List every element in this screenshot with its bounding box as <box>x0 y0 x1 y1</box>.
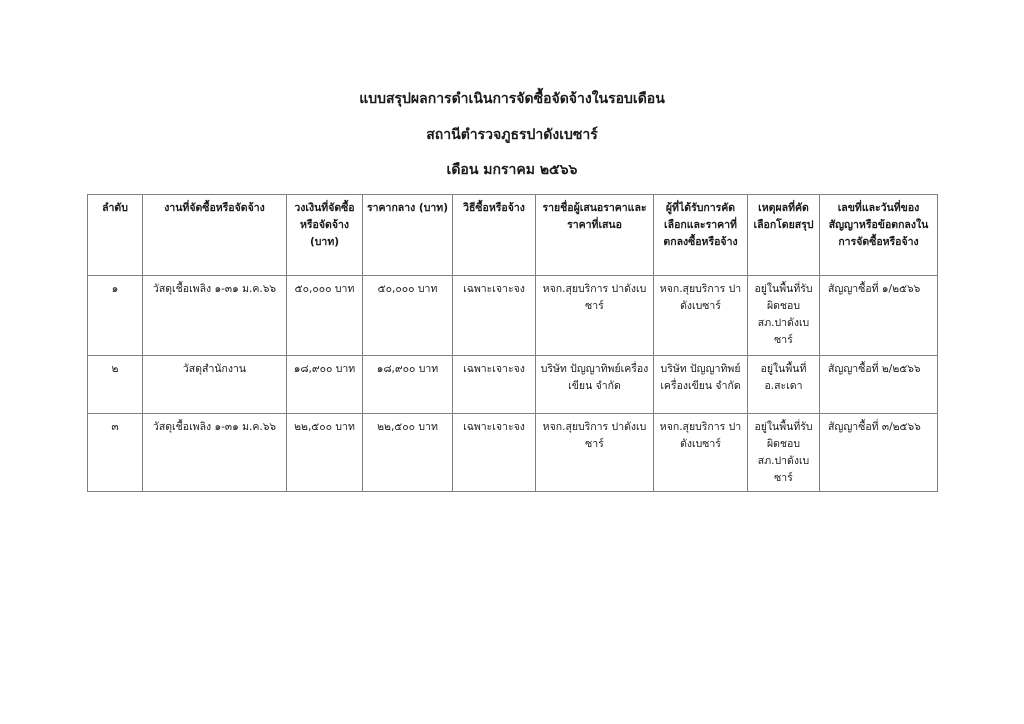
cell-selected: หจก.สุยบริการ ปาดังเบซาร์ <box>654 276 748 356</box>
table-header-row <box>88 195 938 276</box>
cell-budget: ๕๐,๐๐๐ บาท <box>287 276 363 356</box>
table-row <box>88 414 938 492</box>
cell-no: ๓ <box>88 414 143 492</box>
cell-median-price: ๑๘,๙๐๐ บาท <box>363 356 453 414</box>
header-method: วิธีซื้อหรือจ้าง <box>453 195 536 276</box>
cell-bidders: บริษัท ปัญญาทิพย์เครื่องเขียน จำกัด <box>536 356 654 414</box>
cell-contract: สัญญาซื้อที่ ๒/๒๕๖๖ <box>820 356 938 414</box>
header-median-price: ราคากลาง (บาท) <box>363 195 453 276</box>
header-budget: วงเงินที่จัดซื้อหรือจัดจ้าง (บาท) <box>287 195 363 276</box>
header-contract: เลขที่และวันที่ของสัญญาหรือข้อตกลงในการจัดซื้อหรือจ้าง <box>820 195 938 276</box>
header-bidders: รายชื่อผู้เสนอราคาและราคาที่เสนอ <box>536 195 654 276</box>
cell-reason: อยู่ในพื้นที่ อ.สะเดา <box>748 356 820 414</box>
cell-reason: อยู่ในพื้นที่รับผิดชอบ สภ.ปาดังเบซาร์ <box>748 414 820 492</box>
cell-contract: สัญญาซื้อที่ ๓/๒๕๖๖ <box>820 414 938 492</box>
cell-no: ๑ <box>88 276 143 356</box>
cell-budget: ๒๒,๕๐๐ บาท <box>287 414 363 492</box>
procurement-summary-table <box>87 194 938 492</box>
cell-method: เฉพาะเจาะจง <box>453 414 536 492</box>
cell-item: วัสดุเชื้อเพลิง ๑-๓๑ ม.ค.๖๖ <box>143 414 287 492</box>
header-selected: ผู้ที่ได้รับการคัดเลือกและราคาที่ตกลงซื้อหรือจ้าง <box>654 195 748 276</box>
cell-bidders: หจก.สุยบริการ ปาดังเบซาร์ <box>536 414 654 492</box>
cell-median-price: ๒๒,๕๐๐ บาท <box>363 414 453 492</box>
cell-method: เฉพาะเจาะจง <box>453 276 536 356</box>
header-no: ลำดับ <box>88 195 143 276</box>
cell-selected: บริษัท ปัญญาทิพย์เครื่องเขียน จำกัด <box>654 356 748 414</box>
cell-budget: ๑๘,๙๐๐ บาท <box>287 356 363 414</box>
cell-item: วัสดุเชื้อเพลิง ๑-๓๑ ม.ค.๖๖ <box>143 276 287 356</box>
cell-no: ๒ <box>88 356 143 414</box>
report-month: เดือน มกราคม ๒๕๖๖ <box>446 162 578 178</box>
cell-item: วัสดุสำนักงาน <box>143 356 287 414</box>
cell-median-price: ๕๐,๐๐๐ บาท <box>363 276 453 356</box>
cell-reason: อยู่ในพื้นที่รับผิดชอบ สภ.ปาดังเบซาร์ <box>748 276 820 356</box>
cell-bidders: หจก.สุยบริการ ปาดังเบซาร์ <box>536 276 654 356</box>
header-reason: เหตุผลที่คัดเลือกโดยสรุป <box>748 195 820 276</box>
table-row <box>88 276 938 356</box>
document-title: แบบสรุปผลการดำเนินการจัดซื้อจัดจ้างในรอบเดือน <box>359 91 665 107</box>
table-row <box>88 356 938 414</box>
cell-selected: หจก.สุยบริการ ปาดังเบซาร์ <box>654 414 748 492</box>
cell-contract: สัญญาซื้อที่ ๑/๒๕๖๖ <box>820 276 938 356</box>
header-item: งานที่จัดซื้อหรือจัดจ้าง <box>143 195 287 276</box>
cell-method: เฉพาะเจาะจง <box>453 356 536 414</box>
station-name: สถานีตำรวจภูธรปาดังเบซาร์ <box>426 127 598 143</box>
